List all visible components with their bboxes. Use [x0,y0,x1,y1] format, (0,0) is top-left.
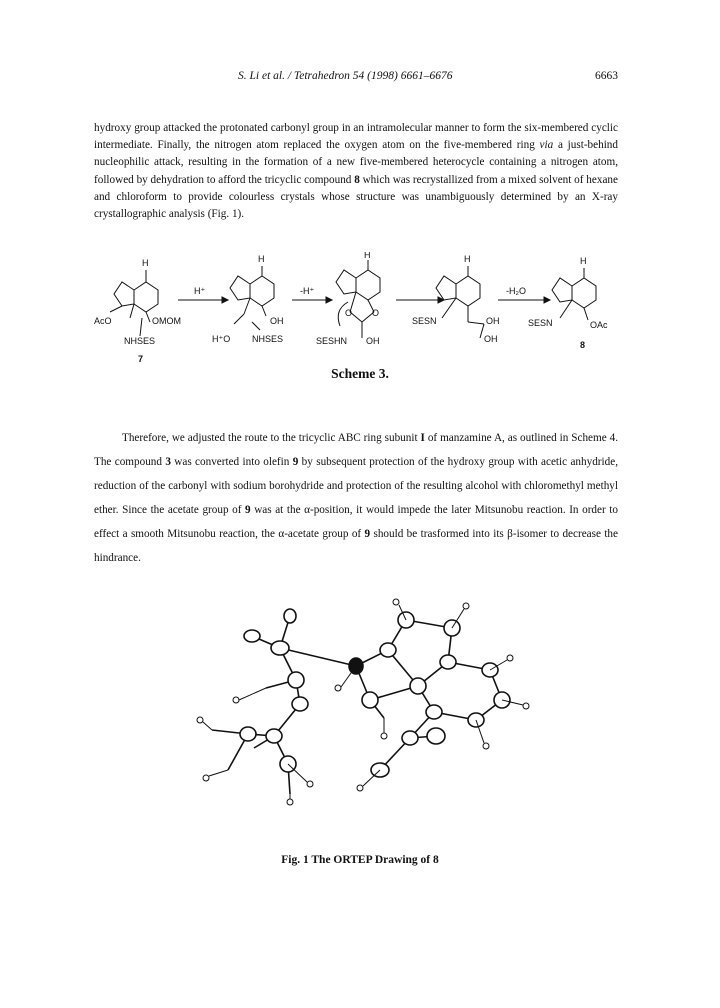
page-number: 6663 [595,70,618,82]
scheme-label-oh: OH [366,336,380,346]
scheme-caption: Scheme 3. [331,366,389,381]
scheme-label-minus-h2o: -H₂O [506,286,526,296]
scheme-label-nhses: NHSES [252,334,284,344]
scheme-label-h-plus: H⁺ [194,286,206,296]
text-segment: should be trasformed into its β-isomer to decrease the hindrance. [94,528,618,564]
scheme-label-oh: OH [270,316,284,326]
body-paragraph-1 [94,120,618,223]
structure-intermediate-2 [336,260,380,338]
figure-caption: Fig. 1 The ORTEP Drawing of 8 [281,854,439,866]
compound-ref: 8 [354,173,360,186]
scheme-label-nhses: NHSES [124,336,156,346]
running-title: S. Li et al. / Tetrahedron 54 (1998) 6661–6676 [238,70,453,82]
scheme-label-aco: AcO [94,316,112,326]
scheme-label-sesn: SESN [528,318,553,328]
compound-ref: 3 [165,456,171,468]
scheme-label-h: H [142,258,149,268]
ortep-figure [170,588,550,808]
text-segment: which was recrystallized from a mixed solvent of hexane and chloroform to provide colourless crystals whose structure was unambiguously determined by an X-ray crystallographic analysis (Fig. 1). [94,173,618,221]
structure-7 [110,270,158,336]
text-segment: hydroxy group attacked the protonated carbonyl group in an intramolecular manner to form the six-membered cyclic intermediate. Finally, the nitrogen atom replaced the oxygen atom on the five-membered ring [94,122,618,152]
ortep-bonds [212,616,502,794]
scheme-label-h: H [580,256,587,266]
scheme-label-h: H [258,254,265,264]
scheme-drawing [94,252,618,362]
text-segment: by subsequent protection of the hydroxy group with acetic anhydride, reduction of the carbonyl with sodium borohydride and protection of the resulting alcohol with chloromethyl methyl ether. Since the acetate group of [94,456,618,516]
compound-ref: 9 [292,456,299,468]
scheme-label-o: O [345,308,353,318]
compound-ref: I [420,432,425,444]
structure-intermediate-3 [436,266,484,338]
ortep-atoms [240,609,510,777]
scheme-label-h: H [364,252,371,260]
scheme-label-h-plus-o: H⁺O [212,334,231,344]
scheme-label-minus-h-plus: -H⁺ [300,286,315,296]
ortep-drawing [170,588,550,808]
scheme-label-h: H [464,254,471,264]
compound-label-7: 7 [138,354,144,362]
structure-intermediate-1 [230,266,274,330]
compound-ref: 9 [245,504,251,516]
text-segment: Therefore, we adjusted the route to the tricyclic ABC ring subunit [122,432,421,444]
scheme-label-sesn: SESN [412,316,437,326]
compound-label-8: 8 [580,340,586,350]
scheme-label-oac: OAc [590,320,608,330]
body-paragraph-2 [94,426,618,570]
structure-8 [552,268,596,320]
text-segment: of manzamine A, as outlined in Scheme 4. The compound [94,432,618,468]
scheme-label-oh: OH [484,334,498,344]
scheme-label-omom: OMOM [152,316,181,326]
text-segment: was converted into olefin [170,456,293,468]
text-italic-via: via [539,139,554,152]
scheme-label-seshn: SESHN [316,336,348,346]
scheme-label-o: O [372,308,380,318]
scheme-label-oh: OH [486,316,500,326]
reaction-scheme [94,252,618,362]
text-segment: a just-behind nucleophilic attack, resulting in the formation of a new five-membered heterocycle containing a nitrogen atom, followed by dehydration to afford the tricyclic compound [94,139,618,186]
compound-ref: 9 [364,528,371,540]
text-segment: was at the α-position, it would impede the later Mitsunobu reaction. In order to effect a smooth Mitsunobu reaction, the α-acetate group of [94,504,618,540]
